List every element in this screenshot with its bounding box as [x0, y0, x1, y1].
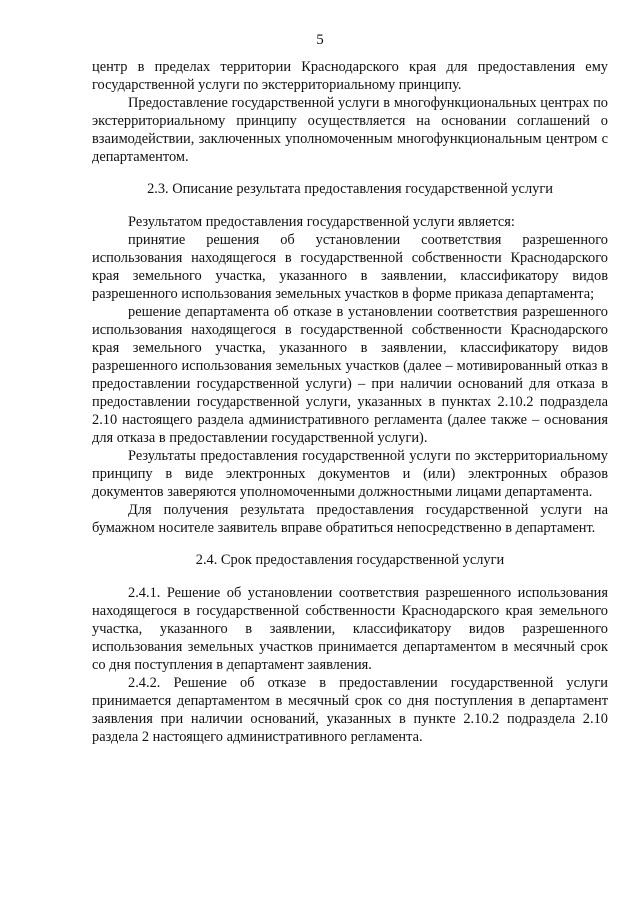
spacer [92, 198, 608, 213]
paragraph: принятие решения об установлении соответствия разрешенного использования находящегося в государственной собственности Краснодарского края земельного участка, указанного в заявлении, классификатору видов разрешенного использования земельных участков в форме приказа департамента; [92, 232, 608, 302]
paragraph: Предоставление государственной услуги в многофункциональных центрах по экстерриториальному принципу осуществляется на основании соглашений о взаимодействии, заключенных уполномоченным многофункциональным центром с департаментом. [92, 95, 608, 165]
paragraph: Для получения результата предоставления государственной услуги на бумажном носителе заявитель вправе обратиться непосредственно в департамент. [92, 502, 608, 536]
paragraph: Результатом предоставления государственной услуги является: [128, 214, 515, 230]
spacer [92, 537, 608, 551]
paragraph: решение департамента об отказе в установлении соответствия разрешенного использования находящегося в государственной собственности Краснодарского края земельного участка, указанного в заявлении, классификатору видов разрешенного использования земельных участков (далее – мотивированный отказ в предоставлении государственной услуги) – при наличии оснований для отказа в предоставлении государственной услуги, указанных в пунктах 2.10.2 подраздела 2.10 настоящего раздела административного регламента (далее также – основания для отказа в предоставлении государственной услуги). [92, 304, 608, 446]
paragraph: Результаты предоставления государственной услуги по экстерриториальному принципу в виде электронных документов и (или) электронных образов документов заверяются уполномоченными должностными лицами департамента. [92, 448, 608, 500]
section-heading-2-4: 2.4. Срок предоставления государственной услуги [195, 552, 505, 568]
paragraph: 2.4.2. Решение об отказе в предоставлении государственной услуги принимается департаментом в месячный срок со дня поступления в департамент заявления при наличии оснований, указанных в пункте 2.10.2 подраздела 2.10 раздела 2 настоящего административного регламента. [92, 675, 608, 745]
section-heading-2-3: 2.3. Описание результата предоставления государственной услуги [147, 181, 553, 197]
paragraph: 2.4.1. Решение об установлении соответствия разрешенного использования находящегося в государственной собственности Краснодарского края земельного участка, указанного в заявлении, классификатору видов разрешенного использования земельных участков принимается департаментом в месячный срок со дня поступления в департамент заявления. [92, 585, 608, 673]
page-number: 5 [316, 32, 324, 48]
spacer [92, 166, 608, 180]
paragraph-continuation: центр в пределах территории Краснодарского края для предоставления ему государственной услуги по экстерриториальному принципу. [92, 59, 608, 93]
spacer [92, 569, 608, 584]
document-body [92, 58, 608, 746]
